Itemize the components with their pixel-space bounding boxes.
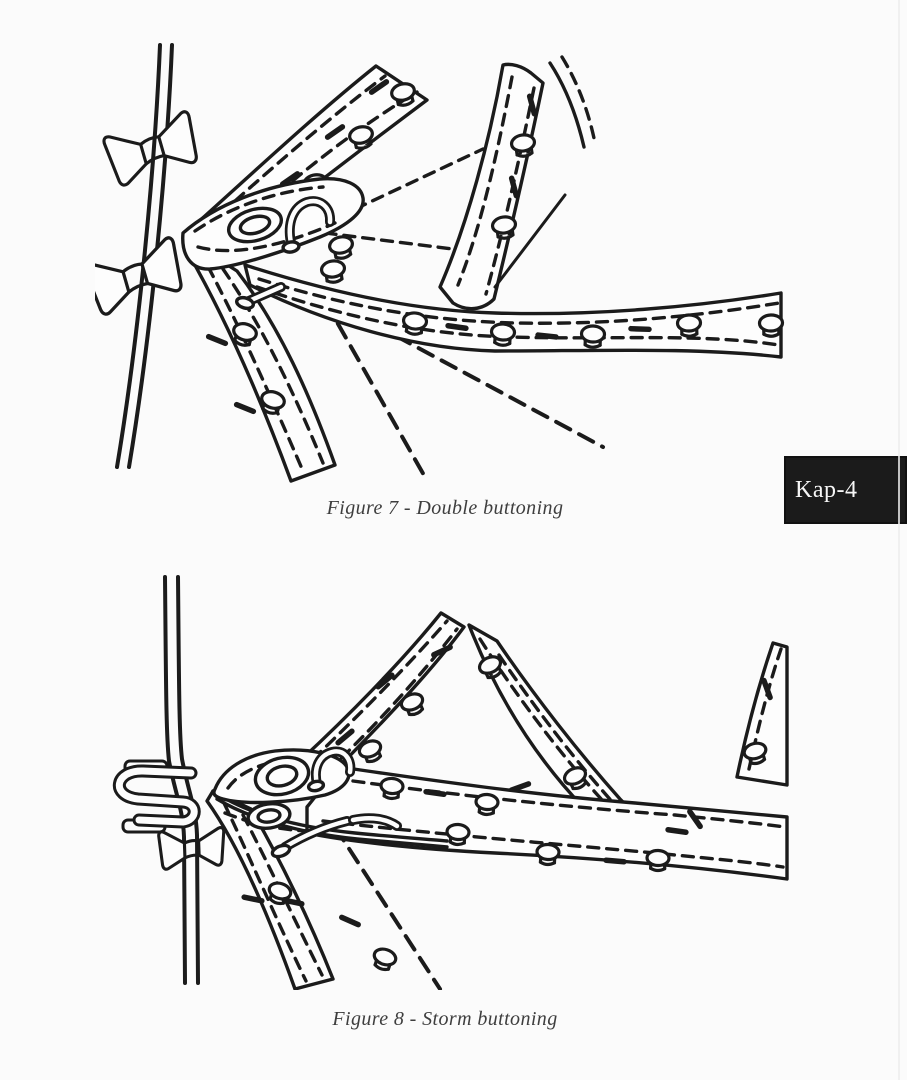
figure-8 [95,568,790,990]
keder-rail [165,577,198,983]
inner-canvas-dashed-edge [335,827,440,989]
edge-cut-strap [737,643,787,785]
storm-buttoning-illustration [95,568,790,990]
figure-7-caption: Figure 7 - Double buttoning [326,497,564,519]
double-buttoning-illustration [95,35,785,485]
folded-vertical-strap [440,57,595,309]
chapter-tab [784,456,907,524]
storm-hook [119,761,194,832]
figure-8-caption: Figure 8 - Storm buttoning [332,1008,558,1030]
page-edge-shadow [898,0,900,1080]
chapter-tab-label: Kap-4 [795,476,858,503]
double-button-clip [159,827,225,869]
figure-7 [95,35,785,485]
